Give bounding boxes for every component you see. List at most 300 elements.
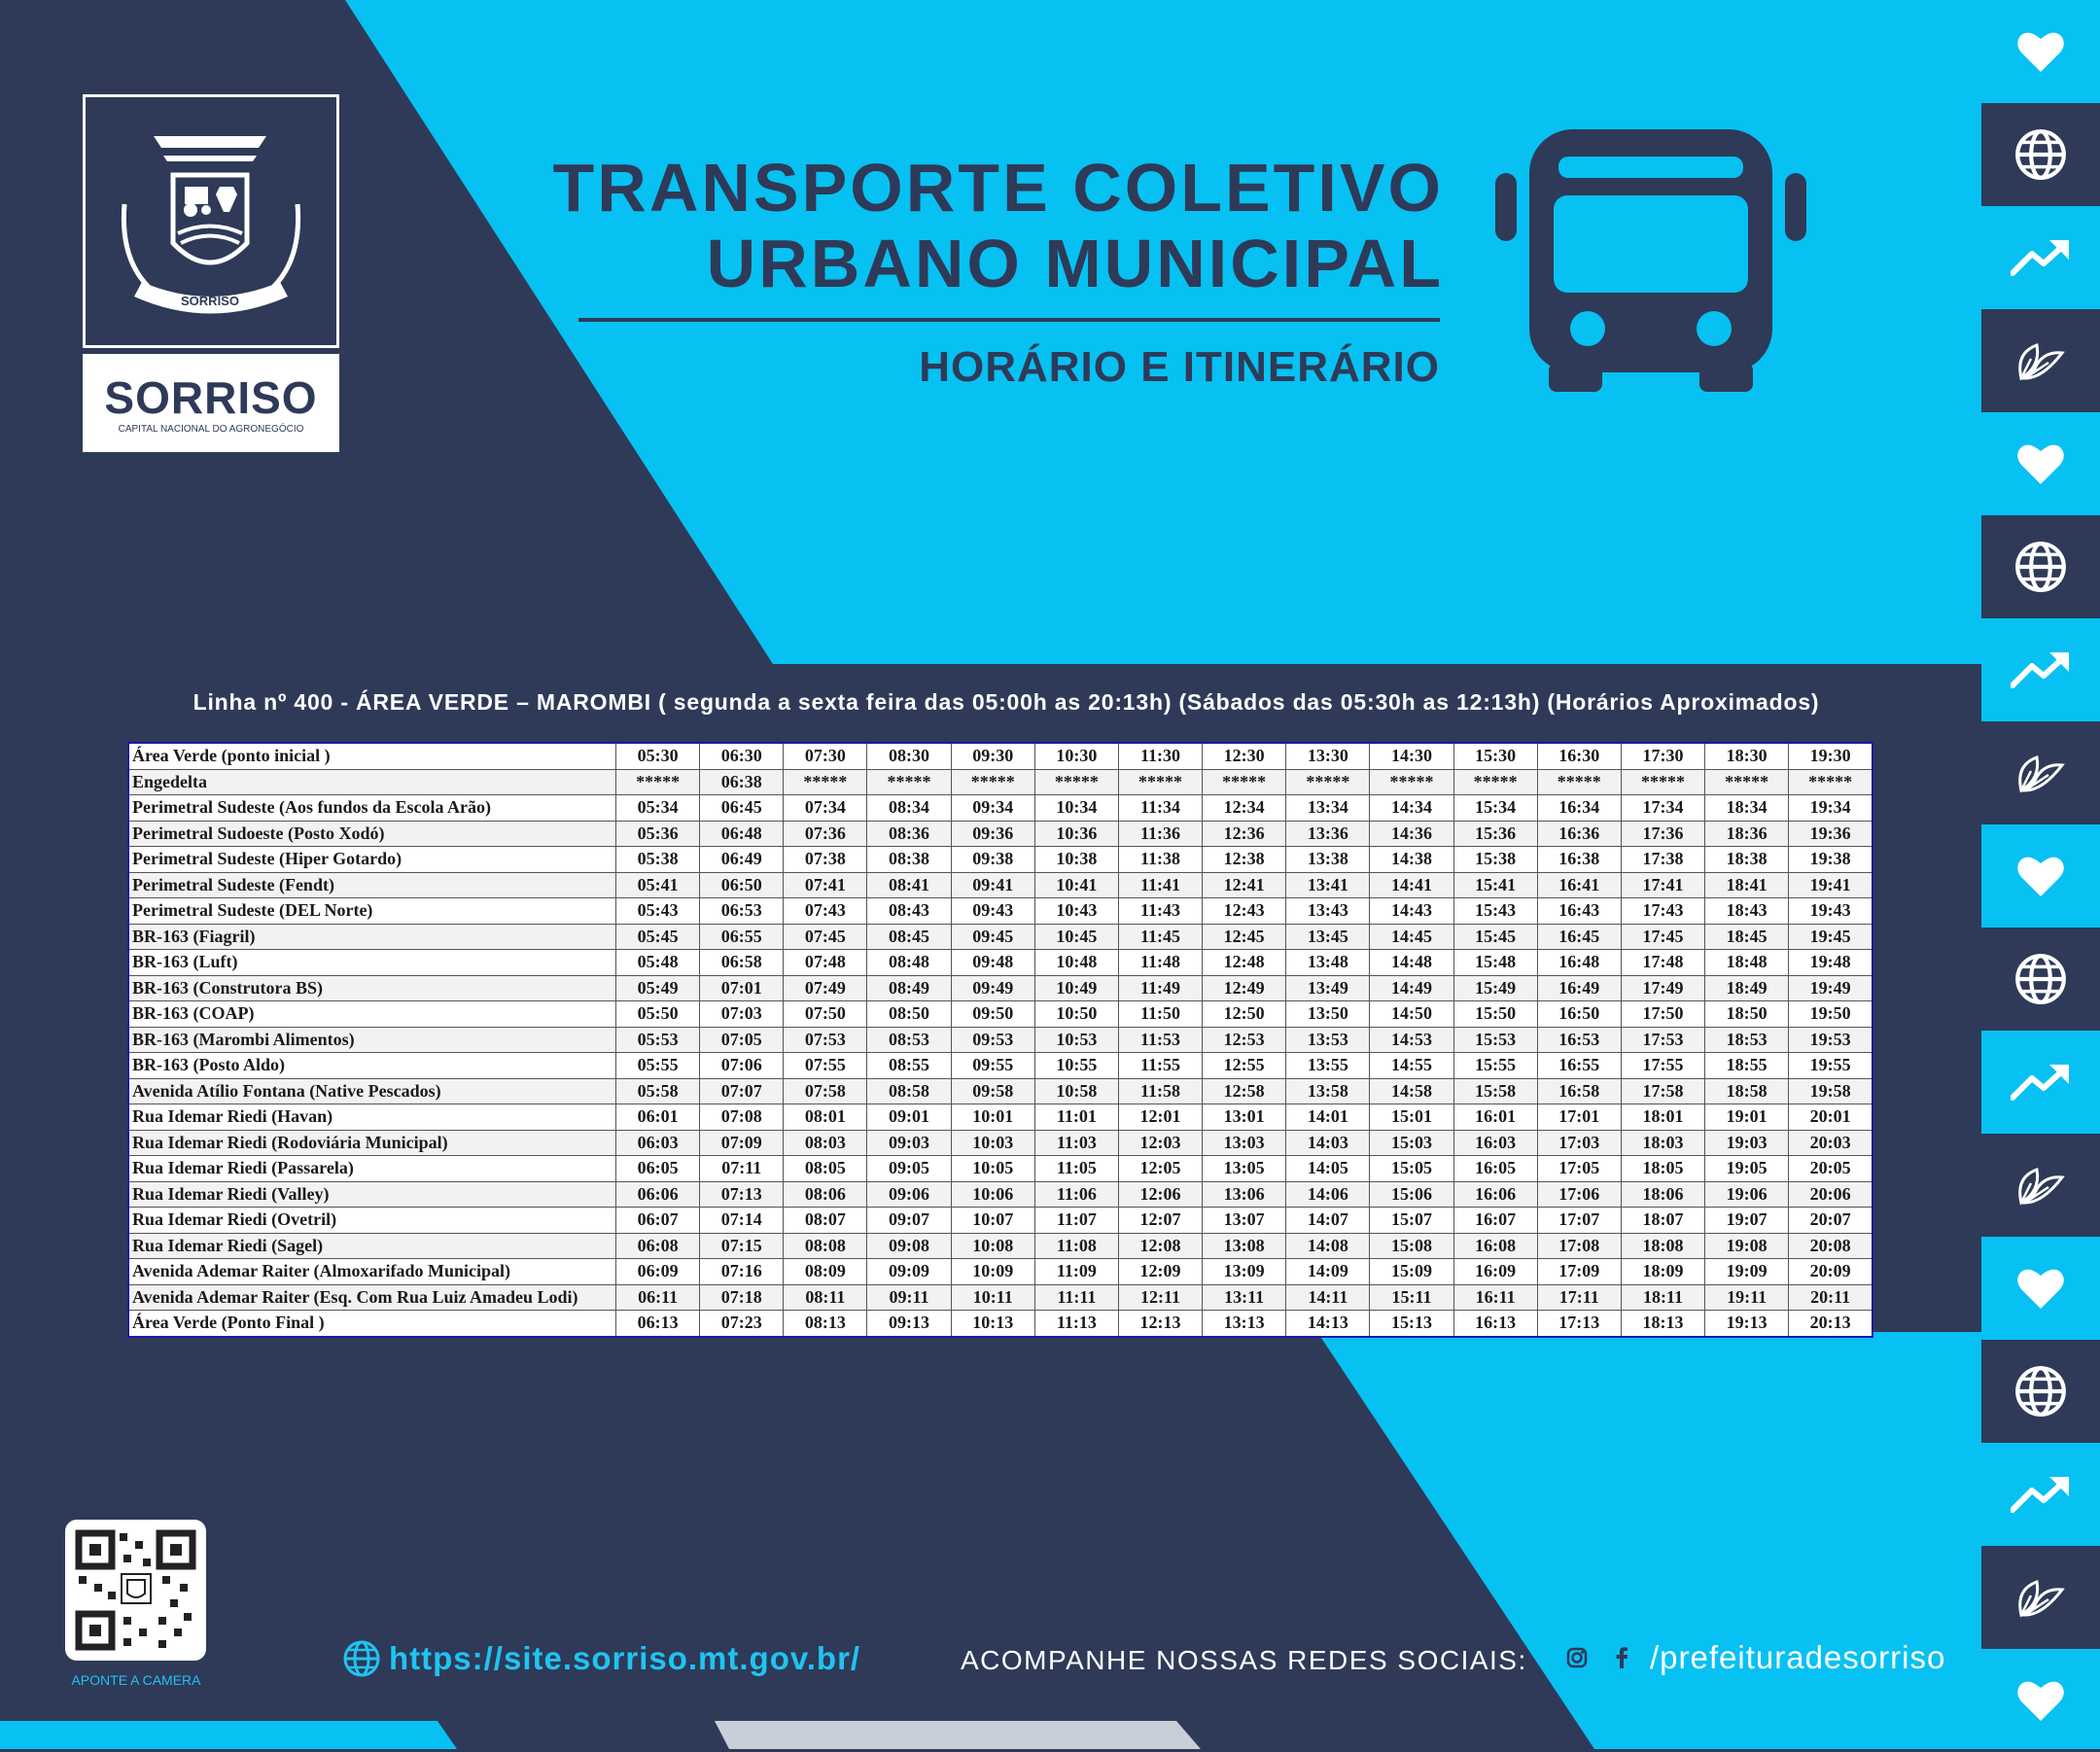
sidebar-cell <box>1981 1237 2100 1340</box>
time-cell: 11:45 <box>1118 924 1202 950</box>
time-cell: ***** <box>1203 769 1286 795</box>
table-row <box>128 1311 1872 1337</box>
time-cell: 08:43 <box>867 898 951 925</box>
time-cell: 18:06 <box>1621 1181 1704 1208</box>
time-cell: 09:43 <box>951 898 1034 925</box>
time-cell: 08:09 <box>784 1259 867 1285</box>
time-cell: 07:06 <box>700 1053 784 1079</box>
time-cell: 18:11 <box>1621 1284 1704 1311</box>
time-cell: 07:08 <box>700 1104 784 1131</box>
logo-wordmark <box>83 354 339 452</box>
time-cell: 19:53 <box>1789 1027 1872 1053</box>
time-cell: 18:45 <box>1705 924 1789 950</box>
table-row <box>128 743 1872 769</box>
time-cell: 10:55 <box>1034 1053 1118 1079</box>
time-cell: 12:43 <box>1203 898 1286 925</box>
time-cell: 18:36 <box>1705 821 1789 847</box>
time-cell: 13:01 <box>1203 1104 1286 1131</box>
time-cell: 13:50 <box>1286 1001 1370 1028</box>
time-cell: 15:50 <box>1453 1001 1537 1028</box>
time-cell: 09:53 <box>951 1027 1034 1053</box>
time-cell: 13:30 <box>1286 743 1370 769</box>
time-cell: 17:07 <box>1537 1208 1621 1234</box>
time-cell: ***** <box>1537 769 1621 795</box>
time-cell: 17:36 <box>1621 821 1704 847</box>
time-cell: 15:01 <box>1370 1104 1453 1131</box>
time-cell: 09:01 <box>867 1104 951 1131</box>
time-cell: 19:09 <box>1705 1259 1789 1285</box>
globe-icon <box>2013 1364 2068 1419</box>
sidebar-cell <box>1981 721 2100 824</box>
time-cell: 06:11 <box>616 1284 700 1311</box>
time-cell: 15:09 <box>1370 1259 1453 1285</box>
time-cell: 15:38 <box>1453 847 1537 873</box>
sidebar-cell <box>1981 1546 2100 1649</box>
time-cell: 07:45 <box>784 924 867 950</box>
table-row <box>128 1156 1872 1182</box>
time-cell: ***** <box>1034 769 1118 795</box>
time-cell: 19:03 <box>1705 1130 1789 1156</box>
time-cell: 06:13 <box>616 1311 700 1337</box>
time-cell: 12:09 <box>1118 1259 1202 1285</box>
time-cell: 17:05 <box>1537 1156 1621 1182</box>
time-cell: 19:55 <box>1789 1053 1872 1079</box>
time-cell: 11:48 <box>1118 950 1202 976</box>
time-cell: 11:58 <box>1118 1078 1202 1104</box>
sidebar-cell <box>1981 824 2100 928</box>
time-cell: 12:58 <box>1203 1078 1286 1104</box>
time-cell: 08:58 <box>867 1078 951 1104</box>
time-cell: 18:49 <box>1705 975 1789 1001</box>
time-cell: 09:49 <box>951 975 1034 1001</box>
table-row <box>128 1104 1872 1131</box>
time-cell: 06:45 <box>700 795 784 822</box>
time-cell: 14:03 <box>1286 1130 1370 1156</box>
time-cell: 17:53 <box>1621 1027 1704 1053</box>
page-title-line-2: URBANO MUNICIPAL <box>706 226 1444 301</box>
time-cell: 10:05 <box>951 1156 1034 1182</box>
time-cell: 16:07 <box>1453 1208 1537 1234</box>
time-cell: 14:05 <box>1286 1156 1370 1182</box>
time-cell: 19:58 <box>1789 1078 1872 1104</box>
time-cell: 14:30 <box>1370 743 1453 769</box>
time-cell: 17:48 <box>1621 950 1704 976</box>
time-cell: 14:34 <box>1370 795 1453 822</box>
time-cell: 07:38 <box>784 847 867 873</box>
time-cell: ***** <box>1705 769 1789 795</box>
time-cell: 12:07 <box>1118 1208 1202 1234</box>
time-cell: 16:43 <box>1537 898 1621 925</box>
time-cell: 12:13 <box>1118 1311 1202 1337</box>
time-cell: 20:09 <box>1789 1259 1872 1285</box>
time-cell: 16:34 <box>1537 795 1621 822</box>
time-cell: 07:14 <box>700 1208 784 1234</box>
sidebar-cell <box>1981 1443 2100 1546</box>
time-cell: 16:30 <box>1537 743 1621 769</box>
stop-name-cell: BR-163 (Posto Aldo) <box>128 1053 616 1079</box>
stop-name-cell: BR-163 (Marombi Alimentos) <box>128 1027 616 1053</box>
stop-name-cell: Rua Idemar Riedi (Sagel) <box>128 1233 616 1259</box>
time-cell: 05:53 <box>616 1027 700 1053</box>
time-cell: 20:03 <box>1789 1130 1872 1156</box>
time-cell: 20:07 <box>1789 1208 1872 1234</box>
time-cell: 08:03 <box>784 1130 867 1156</box>
social-handle[interactable]: /prefeituradesorriso <box>1650 1639 1946 1675</box>
time-cell: 07:49 <box>784 975 867 1001</box>
time-cell: 17:01 <box>1537 1104 1621 1131</box>
title-divider <box>578 318 1440 322</box>
time-cell: 10:09 <box>951 1259 1034 1285</box>
time-cell: 07:36 <box>784 821 867 847</box>
time-cell: 12:49 <box>1203 975 1286 1001</box>
time-cell: 19:38 <box>1789 847 1872 873</box>
time-cell: 09:13 <box>867 1311 951 1337</box>
time-cell: 07:53 <box>784 1027 867 1053</box>
time-cell: 18:41 <box>1705 872 1789 898</box>
bus-icon <box>1495 129 1806 392</box>
sidebar-cell <box>1981 103 2100 206</box>
time-cell: 12:53 <box>1203 1027 1286 1053</box>
time-cell: 20:13 <box>1789 1311 1872 1337</box>
time-cell: 08:38 <box>867 847 951 873</box>
stop-name-cell: BR-163 (Construtora BS) <box>128 975 616 1001</box>
table-row <box>128 1027 1872 1053</box>
time-cell: 10:45 <box>1034 924 1118 950</box>
time-cell: 14:38 <box>1370 847 1453 873</box>
time-cell: 07:03 <box>700 1001 784 1028</box>
stop-name-cell: Rua Idemar Riedi (Havan) <box>128 1104 616 1131</box>
leaf-icon <box>2013 1164 2068 1207</box>
time-cell: 12:34 <box>1203 795 1286 822</box>
time-cell: ***** <box>1118 769 1202 795</box>
stop-name-cell: Rua Idemar Riedi (Ovetril) <box>128 1208 616 1234</box>
time-cell: 07:41 <box>784 872 867 898</box>
time-cell: 12:36 <box>1203 821 1286 847</box>
time-cell: 09:09 <box>867 1259 951 1285</box>
time-cell: 16:38 <box>1537 847 1621 873</box>
time-cell: 05:41 <box>616 872 700 898</box>
heart-icon <box>2016 1266 2065 1311</box>
time-cell: 08:13 <box>784 1311 867 1337</box>
time-cell: 08:30 <box>867 743 951 769</box>
trending-up-icon <box>2011 238 2071 277</box>
leaf-icon <box>2013 339 2068 382</box>
time-cell: 10:36 <box>1034 821 1118 847</box>
time-cell: 10:03 <box>951 1130 1034 1156</box>
time-cell: ***** <box>1621 769 1704 795</box>
globe-icon <box>2013 540 2068 594</box>
time-cell: 05:38 <box>616 847 700 873</box>
emblem-ribbon-text: SORRISO <box>181 294 239 308</box>
time-cell: 08:45 <box>867 924 951 950</box>
time-cell: 16:58 <box>1537 1078 1621 1104</box>
time-cell: 11:11 <box>1034 1284 1118 1311</box>
time-cell: 08:41 <box>867 872 951 898</box>
time-cell: 17:50 <box>1621 1001 1704 1028</box>
time-cell: 09:55 <box>951 1053 1034 1079</box>
time-cell: 13:09 <box>1203 1259 1286 1285</box>
time-cell: 07:18 <box>700 1284 784 1311</box>
time-cell: 14:45 <box>1370 924 1453 950</box>
time-cell: 19:41 <box>1789 872 1872 898</box>
time-cell: ***** <box>1286 769 1370 795</box>
time-cell: 15:58 <box>1453 1078 1537 1104</box>
time-cell: 08:50 <box>867 1001 951 1028</box>
time-cell: 17:41 <box>1621 872 1704 898</box>
globe-icon <box>342 1639 381 1678</box>
heart-icon <box>2016 441 2065 486</box>
schedule-table <box>127 742 1873 1338</box>
time-cell: 07:13 <box>700 1181 784 1208</box>
time-cell: 05:43 <box>616 898 700 925</box>
time-cell: 19:06 <box>1705 1181 1789 1208</box>
table-row <box>128 898 1872 925</box>
time-cell: 12:05 <box>1118 1156 1202 1182</box>
time-cell: 05:58 <box>616 1078 700 1104</box>
time-cell: 06:01 <box>616 1104 700 1131</box>
website-url[interactable]: https://site.sorriso.mt.gov.br/ <box>389 1640 861 1676</box>
time-cell: 17:45 <box>1621 924 1704 950</box>
time-cell: 08:05 <box>784 1156 867 1182</box>
time-cell: 11:41 <box>1118 872 1202 898</box>
stop-name-cell: Perimetral Sudeste (Aos fundos da Escola Arão) <box>128 795 616 822</box>
time-cell: 10:07 <box>951 1208 1034 1234</box>
time-cell: 06:49 <box>700 847 784 873</box>
time-cell: 07:11 <box>700 1156 784 1182</box>
time-cell: 15:34 <box>1453 795 1537 822</box>
time-cell: 18:07 <box>1621 1208 1704 1234</box>
time-cell: 06:30 <box>700 743 784 769</box>
time-cell: 13:55 <box>1286 1053 1370 1079</box>
time-cell: 14:36 <box>1370 821 1453 847</box>
time-cell: 16:48 <box>1537 950 1621 976</box>
time-cell: 13:36 <box>1286 821 1370 847</box>
time-cell: 15:07 <box>1370 1208 1453 1234</box>
time-cell: 13:45 <box>1286 924 1370 950</box>
time-cell: 07:58 <box>784 1078 867 1104</box>
time-cell: 18:58 <box>1705 1078 1789 1104</box>
time-cell: 11:55 <box>1118 1053 1202 1079</box>
time-cell: 10:30 <box>1034 743 1118 769</box>
website-link[interactable] <box>342 1639 860 1678</box>
time-cell: 11:36 <box>1118 821 1202 847</box>
time-cell: 13:07 <box>1203 1208 1286 1234</box>
time-cell: 14:11 <box>1286 1284 1370 1311</box>
time-cell: 19:34 <box>1789 795 1872 822</box>
time-cell: 18:38 <box>1705 847 1789 873</box>
time-cell: 11:09 <box>1034 1259 1118 1285</box>
stop-name-cell: Área Verde (Ponto Final ) <box>128 1311 616 1337</box>
time-cell: 18:13 <box>1621 1311 1704 1337</box>
table-row <box>128 847 1872 873</box>
time-cell: 08:34 <box>867 795 951 822</box>
time-cell: 08:06 <box>784 1181 867 1208</box>
time-cell: 13:49 <box>1286 975 1370 1001</box>
time-cell: 14:49 <box>1370 975 1453 1001</box>
stop-name-cell: BR-163 (Luft) <box>128 950 616 976</box>
sidebar-cell <box>1981 618 2100 721</box>
time-cell: 10:13 <box>951 1311 1034 1337</box>
globe-icon <box>2013 127 2068 182</box>
time-cell: 19:05 <box>1705 1156 1789 1182</box>
time-cell: 19:36 <box>1789 821 1872 847</box>
qr-code-icon <box>65 1520 206 1661</box>
time-cell: 17:06 <box>1537 1181 1621 1208</box>
time-cell: 07:15 <box>700 1233 784 1259</box>
time-cell: 18:50 <box>1705 1001 1789 1028</box>
time-cell: 12:55 <box>1203 1053 1286 1079</box>
time-cell: 12:38 <box>1203 847 1286 873</box>
time-cell: 14:07 <box>1286 1208 1370 1234</box>
time-cell: 13:03 <box>1203 1130 1286 1156</box>
facebook-icon[interactable] <box>1603 1639 1640 1676</box>
time-cell: 07:30 <box>784 743 867 769</box>
time-cell: 16:41 <box>1537 872 1621 898</box>
city-coat-of-arms-icon <box>86 97 336 345</box>
time-cell: 08:07 <box>784 1208 867 1234</box>
time-cell: 05:36 <box>616 821 700 847</box>
time-cell: 10:48 <box>1034 950 1118 976</box>
time-cell: 16:01 <box>1453 1104 1537 1131</box>
time-cell: 10:34 <box>1034 795 1118 822</box>
time-cell: 20:06 <box>1789 1181 1872 1208</box>
time-cell: 15:41 <box>1453 872 1537 898</box>
time-cell: 18:30 <box>1705 743 1789 769</box>
time-cell: 18:48 <box>1705 950 1789 976</box>
time-cell: 14:06 <box>1286 1181 1370 1208</box>
time-cell: 18:55 <box>1705 1053 1789 1079</box>
time-cell: 11:34 <box>1118 795 1202 822</box>
time-cell: 20:05 <box>1789 1156 1872 1182</box>
time-cell: 16:49 <box>1537 975 1621 1001</box>
table-row <box>128 821 1872 847</box>
social-links[interactable] <box>1558 1639 1945 1676</box>
table-row <box>128 1233 1872 1259</box>
time-cell: 11:01 <box>1034 1104 1118 1131</box>
time-cell: 14:48 <box>1370 950 1453 976</box>
time-cell: 09:05 <box>867 1156 951 1182</box>
time-cell: 05:34 <box>616 795 700 822</box>
time-cell: 07:43 <box>784 898 867 925</box>
time-cell: 17:11 <box>1537 1284 1621 1311</box>
time-cell: 07:50 <box>784 1001 867 1028</box>
table-row <box>128 769 1872 795</box>
time-cell: 10:43 <box>1034 898 1118 925</box>
time-cell: 15:30 <box>1453 743 1537 769</box>
time-cell: 08:48 <box>867 950 951 976</box>
time-cell: 05:45 <box>616 924 700 950</box>
time-cell: 08:53 <box>867 1027 951 1053</box>
table-row <box>128 924 1872 950</box>
page-subtitle: HORÁRIO E ITINERÁRIO <box>919 343 1440 391</box>
time-cell: 16:11 <box>1453 1284 1537 1311</box>
time-cell: 08:11 <box>784 1284 867 1311</box>
time-cell: 09:07 <box>867 1208 951 1234</box>
time-cell: 14:41 <box>1370 872 1453 898</box>
sidebar-cell <box>1981 515 2100 618</box>
time-cell: 19:50 <box>1789 1001 1872 1028</box>
table-row <box>128 1259 1872 1285</box>
sidebar-cell <box>1981 928 2100 1031</box>
time-cell: 12:41 <box>1203 872 1286 898</box>
time-cell: 13:06 <box>1203 1181 1286 1208</box>
time-cell: 11:05 <box>1034 1156 1118 1182</box>
heart-icon <box>2016 29 2065 74</box>
time-cell: 11:53 <box>1118 1027 1202 1053</box>
time-cell: 18:34 <box>1705 795 1789 822</box>
time-cell: 11:50 <box>1118 1001 1202 1028</box>
time-cell: 06:09 <box>616 1259 700 1285</box>
time-cell: 16:09 <box>1453 1259 1537 1285</box>
time-cell: 14:55 <box>1370 1053 1453 1079</box>
time-cell: 10:08 <box>951 1233 1034 1259</box>
time-cell: 10:41 <box>1034 872 1118 898</box>
instagram-icon[interactable] <box>1558 1639 1595 1676</box>
time-cell: 06:03 <box>616 1130 700 1156</box>
time-cell: 05:30 <box>616 743 700 769</box>
time-cell: 17:30 <box>1621 743 1704 769</box>
time-cell: 16:36 <box>1537 821 1621 847</box>
time-cell: 19:43 <box>1789 898 1872 925</box>
time-cell: 10:11 <box>951 1284 1034 1311</box>
time-cell: 09:41 <box>951 872 1034 898</box>
time-cell: 16:06 <box>1453 1181 1537 1208</box>
time-cell: 14:43 <box>1370 898 1453 925</box>
sidebar-cell <box>1981 206 2100 309</box>
globe-icon <box>2013 952 2068 1006</box>
time-cell: 07:05 <box>700 1027 784 1053</box>
time-cell: 05:50 <box>616 1001 700 1028</box>
table-row <box>128 1181 1872 1208</box>
time-cell: 18:09 <box>1621 1259 1704 1285</box>
time-cell: 17:09 <box>1537 1259 1621 1285</box>
time-cell: 12:11 <box>1118 1284 1202 1311</box>
leaf-icon <box>2013 752 2068 794</box>
time-cell: 05:48 <box>616 950 700 976</box>
time-cell: 13:43 <box>1286 898 1370 925</box>
time-cell: 07:09 <box>700 1130 784 1156</box>
city-tagline: CAPITAL NACIONAL DO AGRONEGÓCIO <box>118 424 304 435</box>
time-cell: 11:13 <box>1034 1311 1118 1337</box>
time-cell: 20:11 <box>1789 1284 1872 1311</box>
time-cell: 11:49 <box>1118 975 1202 1001</box>
time-cell: 12:50 <box>1203 1001 1286 1028</box>
time-cell: 14:01 <box>1286 1104 1370 1131</box>
time-cell: 15:06 <box>1370 1181 1453 1208</box>
time-cell: 15:48 <box>1453 950 1537 976</box>
time-cell: 13:48 <box>1286 950 1370 976</box>
time-cell: 17:58 <box>1621 1078 1704 1104</box>
stop-name-cell: Perimetral Sudeste (Fendt) <box>128 872 616 898</box>
trending-up-icon <box>2011 650 2071 689</box>
table-row <box>128 1001 1872 1028</box>
time-cell: 16:55 <box>1537 1053 1621 1079</box>
time-cell: 15:53 <box>1453 1027 1537 1053</box>
time-cell: 06:06 <box>616 1181 700 1208</box>
time-cell: 17:34 <box>1621 795 1704 822</box>
time-cell: 13:05 <box>1203 1156 1286 1182</box>
time-cell: 20:01 <box>1789 1104 1872 1131</box>
sidebar-cell <box>1981 1340 2100 1443</box>
table-row <box>128 1284 1872 1311</box>
follow-social-label: ACOMPANHE NOSSAS REDES SOCIAIS: <box>961 1645 1527 1675</box>
time-cell: 19:13 <box>1705 1311 1789 1337</box>
table-row <box>128 975 1872 1001</box>
time-cell: 19:30 <box>1789 743 1872 769</box>
stop-name-cell: Engedelta <box>128 769 616 795</box>
sidebar-cell <box>1981 1031 2100 1134</box>
time-cell: 16:13 <box>1453 1311 1537 1337</box>
